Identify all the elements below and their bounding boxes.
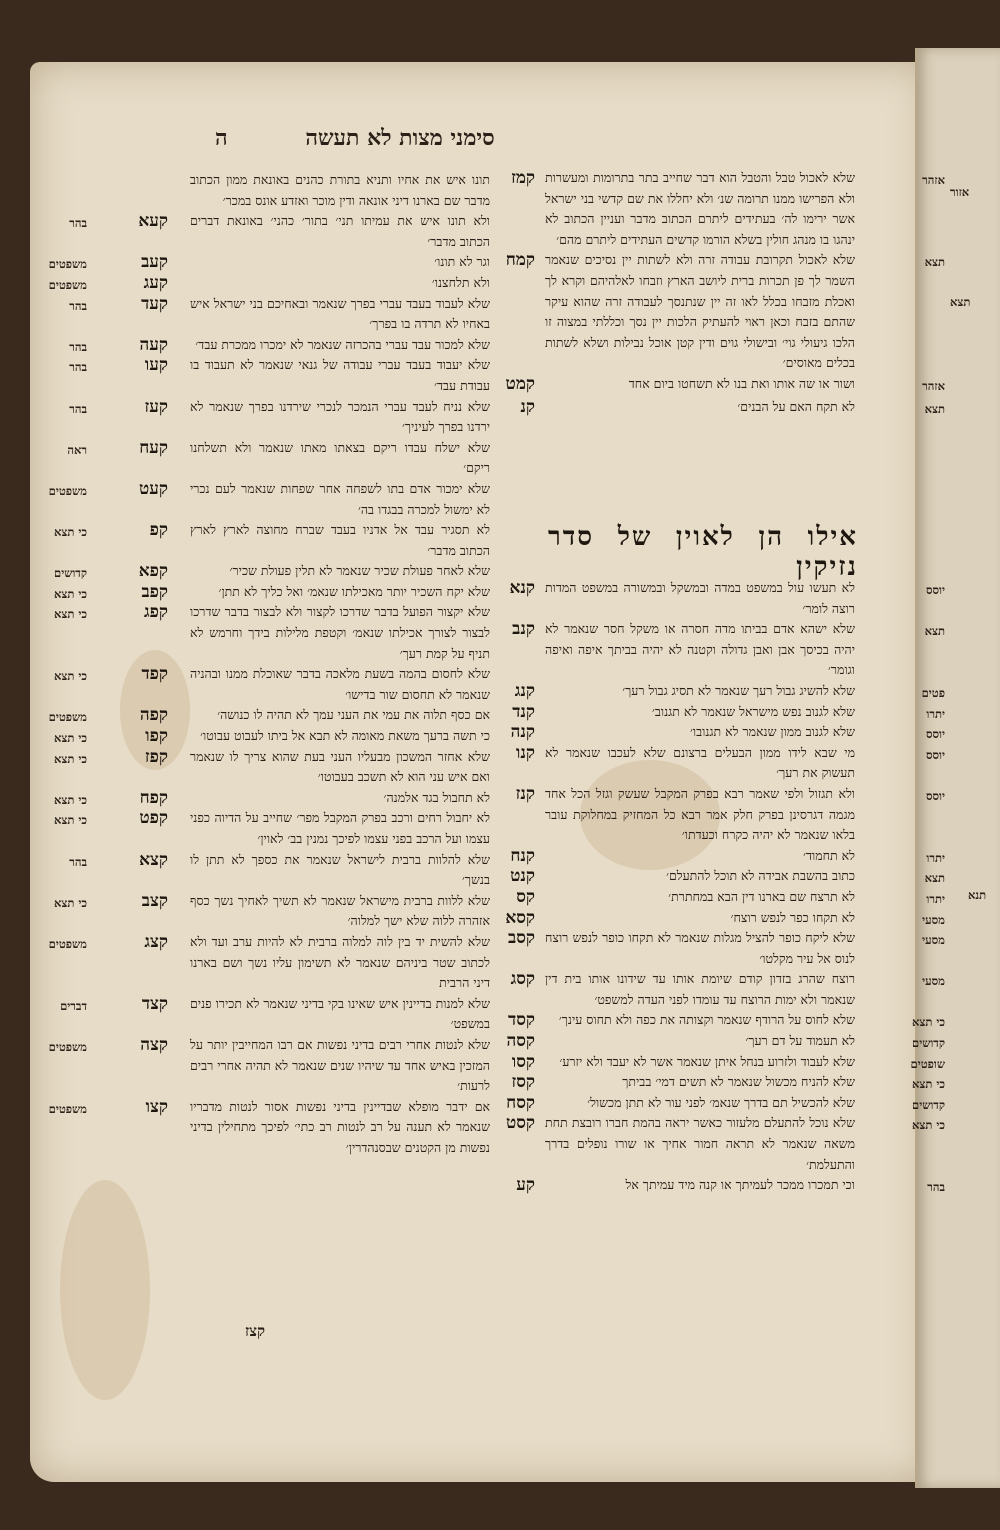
entry-number: קנו	[516, 742, 535, 763]
entry-number: קסז	[511, 1072, 535, 1093]
source-label: משפטים	[48, 257, 87, 272]
entry-number: קנד	[512, 701, 535, 722]
entry-number: קעח	[139, 437, 168, 458]
entry-text: שלא אחזר המשכון מבעליו העני בעת שהוא צריך לו שנאמר ואם איש עני הוא לא תשכב בעבוטו׳	[190, 748, 490, 785]
entry-number: קנח	[510, 845, 535, 866]
entry-text: כתוב בהשבת אבידה לא תוכל להתעלם׳	[666, 868, 855, 884]
source-label: תצא	[924, 871, 945, 886]
mitzvah-entry	[48, 478, 490, 520]
mitzvah-entry	[516, 886, 945, 908]
mitzvah-entry	[509, 578, 945, 619]
source-label: מסעי	[922, 974, 945, 989]
entry-number: קעג	[143, 272, 168, 293]
entry-number: קנז	[515, 783, 535, 804]
source-label: בהר	[69, 401, 87, 416]
source-label: אזהר	[922, 378, 945, 393]
entry-text: שלא לעבוד בעבד עברי בפרך שנאמר ובאחיכם בני ישראל איש באחיו לא תרדה בו בפרך׳	[190, 295, 490, 332]
entry-number: קמט	[505, 373, 535, 394]
source-label: מסעי	[922, 912, 945, 927]
source-label: משפטים	[48, 277, 87, 292]
mitzvah-entry	[60, 993, 490, 1035]
source-label: כי תצא	[53, 751, 87, 766]
mitzvah-entry	[505, 1113, 945, 1175]
entry-text: לא תחבול בגד אלמנה׳	[383, 789, 490, 805]
entry-number: קפ	[149, 520, 168, 541]
water-stain	[60, 1180, 150, 1400]
mitzvah-entry	[53, 890, 490, 932]
mitzvah-entry	[48, 931, 490, 994]
entry-number: קפב	[141, 581, 168, 602]
mitzvah-entry	[511, 1072, 945, 1093]
source-label: כי תצא	[911, 1077, 945, 1092]
entry-text: לא תעשו עול במשפט במדה ובמשקל ובמשורה במשפט המדות רוצה לומר׳	[545, 580, 855, 616]
entry-text: ולא תלחצנו׳	[431, 274, 490, 290]
entry-number: קסח	[506, 1092, 535, 1113]
entry-text: שלא לאכול תקרובת עבודה זרה ולא לשתות יין נסיכים שנאמר השמר לך פן תכרות ברית ליושב הארץ וזבחו לאלהיהם וקרא לך ואכלת מזבחו בכלל לאו זה יין שנתנסך לעבודה זרה שהוא עיקר שהתם בזבח וכאן ראוי להעתיק הלכות יין נסך וכללתי במצוה זו הלכו גיעולי גוי׳ ובישולי גוים ודין קטן אוכל נבילות ושלא לשתות בכלים מאוסים׳	[545, 252, 855, 371]
entry-text: שלא לחסום בהמה בשעת מלאכה בדבר שאוכלת ממנו ובהניה שנאמר לא תחסום שור בדישו׳	[190, 666, 490, 702]
mitzvah-entry	[512, 701, 945, 723]
mitzvah-entry	[53, 808, 490, 849]
mitzvah-entry	[69, 293, 490, 335]
entry-text: שלא למכור עבד עברי בהכרזה שנאמר לא ימכרו ממכרת עבד׳	[195, 336, 490, 352]
entry-number: קנב	[512, 619, 535, 640]
entry-number: קצב	[141, 890, 168, 911]
source-label: בהר	[69, 339, 87, 354]
entry-number: קפט	[139, 808, 168, 829]
entry-number: קס	[516, 886, 535, 907]
mitzvah-entry	[516, 742, 945, 784]
entry-number: קצג	[144, 931, 168, 952]
source-label: בהר	[69, 298, 87, 313]
mitzvah-entry	[520, 396, 945, 418]
entry-number: קנה	[510, 722, 535, 743]
source-label: כי תצא	[53, 792, 87, 807]
source-label: ראה	[67, 442, 87, 457]
mitzvah-entry	[67, 437, 490, 479]
source-label: כי תצא	[53, 607, 87, 622]
entry-text: לא תסגיר עבד אל אדניו בעבד שברח מחוצה לארץ לארץ הכתוב מדבר׳	[190, 522, 490, 558]
source-label: מסעי	[922, 933, 945, 948]
mitzvah-entry	[48, 705, 490, 726]
entry-number: קסו	[511, 1051, 535, 1072]
source-label: שופטים	[910, 1056, 945, 1071]
source-label: כי תצא	[53, 731, 87, 746]
entry-number: קעא	[138, 211, 168, 232]
entry-text: אם ידבר מופלא שבדיינין בדיני נפשות אסור לנטות מדבריו שנאמר לא תענה על רב לנטות רב כתי׳ לפיכך מתחילין בדיני נפשות מן הקטנים שבסנהדרין׳	[190, 1098, 490, 1155]
source-label: כי תצא	[53, 525, 87, 540]
entry-text: שלא לאחר פעולת שכיר שנאמר לא תלין פעולת שכיר׳	[229, 563, 490, 579]
source-label: קדושים	[54, 566, 87, 581]
entry-text: שלא לחוס על הרודף שנאמר וקצותה את כפה ולא תחוס עינך׳	[558, 1012, 855, 1028]
source-label: משפטים	[48, 936, 87, 951]
entry-number: קסא	[505, 907, 535, 928]
mitzvah-entry	[512, 619, 945, 681]
mitzvah-entry	[510, 845, 945, 867]
entry-text: שלא לאכול טבל והטבל הוא דבר שחייב בתר בתרומות ומעשרות ולא הפרישו ממנו תרומה שנ׳ ולא יחללו את שם קדשי בני ישראל אשר ירימו לה׳ בעתידים ליתרם הכתוב מדבר ועניין הכתוב לא ינהגו בו מנהג חולין בשלא הורמו קדשים העתידים ליתרם מהם׳	[545, 170, 855, 247]
entry-text: שלא להשית יד בין לוה למלוה ברבית לא להיות ערב ועד ולא לכתוב שטר ביניהם שנאמר לא תשימון עליו נשך ושם בארנו דיני הרבית	[190, 933, 490, 991]
entry-text: שלא ליקח כופר להציל מגלות שנאמר לא תקחו כופר לנפש רוצח לנוס אל עיר מקלטו׳	[545, 930, 855, 966]
mitzvah-entry	[48, 272, 490, 294]
entry-number: קנא	[509, 578, 535, 598]
source-label: בהר	[69, 216, 87, 231]
entry-text: שלא יעבוד בעבד עברי עבודה של גנאי שנאמר לא תעבוד בו עבודת עבד׳	[190, 357, 490, 393]
source-label: משפטים	[48, 1101, 87, 1116]
entry-number: קעב	[141, 252, 168, 273]
entry-text: שלא להכשיל תם בדרך שנאמ׳ לפני עור לא תתן מכשול׳	[587, 1094, 855, 1110]
mitzvah-entry	[505, 907, 945, 929]
mitzvah-entry	[53, 602, 490, 664]
source-label: כי תצא	[53, 895, 87, 910]
source-label: משפטים	[48, 483, 87, 498]
entry-number: קפו	[145, 726, 168, 747]
source-label: אזהר	[922, 173, 945, 187]
entry-text: שלא יקח השכיר יותר מאכילתו שנאמ׳ ואל כליך לא תתן׳	[218, 583, 490, 599]
mitzvah-entry	[53, 726, 490, 747]
entry-text: שלא לגנוב ממון שנאמר לא תגנובו׳	[690, 724, 855, 740]
entry-text: ולא תגזול ולפי שאמר רבא בפרק המקבל שעשק וגזל הכל אחד מגמה דגרסינן בפרק חלק אמר רבא כל המחזיק במחלוקת עובר בלאו שנאמר לא יהיה כקרח וכעדתו׳	[545, 785, 855, 843]
entry-text: לא תקחו כפר לנפש רוצח׳	[730, 909, 855, 925]
entry-text: שלא לנטות אחרי רבים בדיני נפשות אם רבו המחייבין יותר על המזכין באיש אחד עד שיהיו שנים שנאמר לא תהיה אחרי רבים לרעות׳	[190, 1036, 490, 1094]
entry-text: שלא להלוות ברבית לישראל שנאמר את כספך לא תתן לו בנשך׳	[190, 851, 490, 888]
entry-text: שלא לעבוד ולזרוע בנחל איתן שנאמר אשר לא יעבד ולא יזרע׳	[559, 1053, 855, 1069]
left-column	[48, 170, 490, 1159]
right-column-top	[505, 168, 945, 417]
mitzvah-entry	[515, 783, 945, 846]
entry-number: קסט	[505, 1113, 535, 1134]
entry-text: וכי תמכרו ממכר לעמיתך או קנה מיד עמיתך אל	[625, 1177, 855, 1193]
entry-number: קסה	[506, 1031, 535, 1052]
source-label: יתרו	[926, 706, 945, 721]
entry-text: שלא יקצור הפועל בדבר שדרכו לקצור ולא לבצור בדבר שדרכו לבצור לצורך אכילתו שנאמ׳ וקטפת מלילות בידך וחרמש לא תניף על קמת רעך׳	[190, 604, 490, 661]
mitzvah-entry	[69, 334, 490, 356]
mitzvah-entry	[505, 373, 945, 395]
entry-number: קע	[516, 1175, 535, 1196]
mitzvah-entry	[53, 581, 490, 603]
entry-number: קעה	[139, 334, 168, 355]
source-label: יוסס	[925, 788, 945, 803]
source-label: יתרו	[926, 850, 945, 865]
entry-text: לא תרצח שם בארנו דין הבא במחתרת׳	[668, 888, 855, 904]
source-label: דברים	[60, 998, 87, 1013]
source-label: קדושים	[912, 1097, 945, 1112]
mitzvah-entry	[53, 746, 490, 788]
mitzvah-entry	[514, 680, 945, 702]
mitzvah-entry	[48, 1034, 490, 1097]
mitzvah-entry	[506, 1092, 945, 1114]
mitzvah-entry	[53, 787, 490, 809]
entry-number: קצה	[140, 1034, 168, 1055]
entry-text: אם כסף תלוה את עמי את העני עמך לא תהיה לו כנושה׳	[217, 707, 490, 723]
entry-number: קמח	[505, 250, 535, 271]
source-label: כי תצא	[911, 1015, 945, 1030]
mitzvah-entry	[69, 355, 490, 396]
entry-number: קנ	[520, 396, 535, 417]
running-head: סימני מצות לא תעשה	[305, 125, 495, 151]
mitzvah-entry	[510, 866, 945, 887]
entry-number: קפג	[144, 602, 168, 623]
entry-text: ולא תונו איש את עמיתו תני׳ בתור׳ כהני׳ באונאת דברים הכתוב מדבר׳	[190, 213, 490, 249]
source-label: תצא	[924, 255, 945, 270]
entry-number: קסג	[510, 969, 535, 990]
mitzvah-entry	[69, 849, 490, 891]
mitzvah-entry	[53, 520, 490, 561]
source-label: משפטים	[48, 1039, 87, 1054]
entry-text: שלא ללוות ברבית מישראל שנאמר לא תשיך לאחיך נשך כסף אזהרה ללוה שלא ישך למלוה׳	[190, 892, 490, 929]
entry-text: שלא נניח לעבד עברי הנמכר לנכרי שירדנו בפרך שנאמר לא ירדנו בפרך לעיניך׳	[190, 398, 490, 435]
mitzvah-entry	[48, 1096, 490, 1159]
source-label: תצא	[924, 401, 945, 416]
entry-text: שלא לגנוב נפש מישראל שנאמר לא תגנוב׳	[651, 703, 855, 719]
source-label: קדושים	[912, 1036, 945, 1051]
mitzvah-entry	[53, 664, 490, 705]
entry-number: קפד	[141, 664, 168, 685]
mitzvah-entry	[510, 969, 945, 1010]
entry-number: קנג	[514, 680, 535, 701]
mitzvah-entry	[510, 722, 945, 743]
entry-number: קפח	[139, 787, 168, 808]
mitzvah-entry	[508, 1010, 945, 1031]
mitzvah-entry	[508, 928, 945, 969]
source-label: כי תצא	[911, 1118, 945, 1133]
source-label: פטים	[921, 685, 945, 700]
entry-number: קסד	[508, 1010, 535, 1031]
entry-text: כי תשה ברעך משאת מאומה לא תבא אל ביתו לעבוט עבוטו׳	[200, 728, 490, 744]
entry-text: רוצח שהרג בזדון קודם שיומת אותו עד שידונו אותו בית דין שנאמר ולא ימות הרוצח עד עומדו לפני העדה למשפט׳	[545, 971, 855, 1007]
entry-text: שלא להשיג גבול רעך שנאמר לא תסיג גבול רעך׳	[622, 682, 855, 698]
source-label: כי תצא	[53, 813, 87, 828]
mitzvah-entry	[48, 252, 490, 273]
entry-text: שלא למנות בדיינין איש שאינו בקי בדיני שנאמר לא תכירו פנים במשפט׳	[190, 995, 490, 1032]
right-column-lower	[505, 578, 945, 1196]
entry-text: שלא ישהא אדם בביתו מדה חסרה או משקל חסר שנאמר לא יהיה בכיסך אבן ואבן גדולה וקטנה לא יהיה בביתך איפה ואיפה וגומר׳	[545, 621, 855, 678]
source-label: משפטים	[48, 710, 87, 725]
entry-text: לא תחמוד׳	[803, 847, 855, 863]
source-label: כי תצא	[53, 669, 87, 684]
source-label: תצא	[924, 624, 945, 639]
section-title: אילו הן לאוין של סדר נזיקין	[548, 522, 858, 582]
entry-number: קנט	[510, 866, 535, 887]
entry-text: מי שבא לידו ממון הבעלים ברצונם שלא לעכבו שנאמר לא תעשוק את רעך׳	[545, 744, 855, 781]
strip-source-label: תנא	[968, 888, 987, 902]
page-letter: ה	[215, 125, 228, 151]
source-label: יוסס	[925, 727, 945, 742]
source-label: יתרו	[926, 891, 945, 906]
entry-text: תונו איש את אחיו ותניא בתורת כהנים באונאת ממון הכתוב מדבר שם בארנו דיני אונאה ודין מוכר ואזדע אונס במכר׳	[190, 172, 490, 208]
entry-number: קצו	[145, 1096, 168, 1117]
entry-text: לא יחבול רחים ורכב בפרק המקבל מפר׳ שחייב על הדיוה כפני עצמו ועל הרכב בפני עצמו לפיכך נמנין בב׳ לאוין׳	[190, 810, 490, 846]
mitzvah-entry	[190, 170, 490, 211]
mitzvah-entry	[54, 561, 490, 582]
mitzvah-entry	[511, 1051, 945, 1073]
entry-number: קצד	[141, 993, 168, 1014]
entry-number: קפז	[144, 746, 168, 767]
entry-text: ושור או שה אותו ואת בנו לא תשחטו ביום אחד	[628, 375, 855, 391]
source-label: יוסס	[925, 747, 945, 762]
entry-number: קפא	[138, 561, 168, 582]
entry-number: קעו	[144, 355, 168, 376]
entry-number: קסב	[508, 928, 535, 949]
mitzvah-entry	[516, 1175, 945, 1196]
source-label: כי תצא	[53, 586, 87, 601]
mitzvah-entry	[505, 250, 945, 374]
entry-number: קצא	[139, 849, 168, 870]
mitzvah-entry	[506, 1031, 945, 1052]
entry-text: לא תקח האם על הבנים׳	[737, 398, 855, 414]
entry-text: שלא ישלח עבדו ריקם בצאתו מאתו שנאמר ולא תשלחנו ריקם׳	[190, 439, 490, 476]
entry-number: קעט	[139, 478, 168, 499]
entry-number: קפה	[139, 705, 168, 726]
folio-number: קצז	[245, 1322, 266, 1340]
source-label: בהר	[69, 854, 87, 869]
entry-text: וגר לא תונו׳	[434, 254, 490, 270]
source-label: בהר	[927, 1180, 945, 1195]
entry-number: קעז	[144, 396, 168, 417]
source-label: יוסס	[925, 583, 945, 597]
entry-text: שלא להניח מכשול שנאמר לא תשים דמי׳ בביתך	[622, 1074, 855, 1090]
strip-source-label: אזור	[950, 185, 970, 199]
entry-number: קמז	[511, 168, 535, 188]
source-label: בהר	[69, 360, 87, 375]
entry-text: שלא ימכור אדם בתו לשפחה אחר שפחות שנאמר לעם נכרי לא ימשול למכרה בבגדו בה׳	[190, 480, 490, 517]
entry-text: לא תעמוד על דם רעך׳	[745, 1033, 855, 1049]
entry-number: קעד	[141, 293, 168, 314]
strip-source-label: תצא	[950, 295, 971, 309]
mitzvah-entry	[69, 211, 490, 252]
entry-text: שלא נוכל להתעלם מלעזור כאשר יראה בהמת חברו רובצת תחת משאה שנאמר לא תראה חמור אחיך או שורו נופלים בדרך והתעלמת׳	[545, 1115, 855, 1172]
mitzvah-entry	[511, 168, 945, 250]
mitzvah-entry	[69, 396, 490, 438]
